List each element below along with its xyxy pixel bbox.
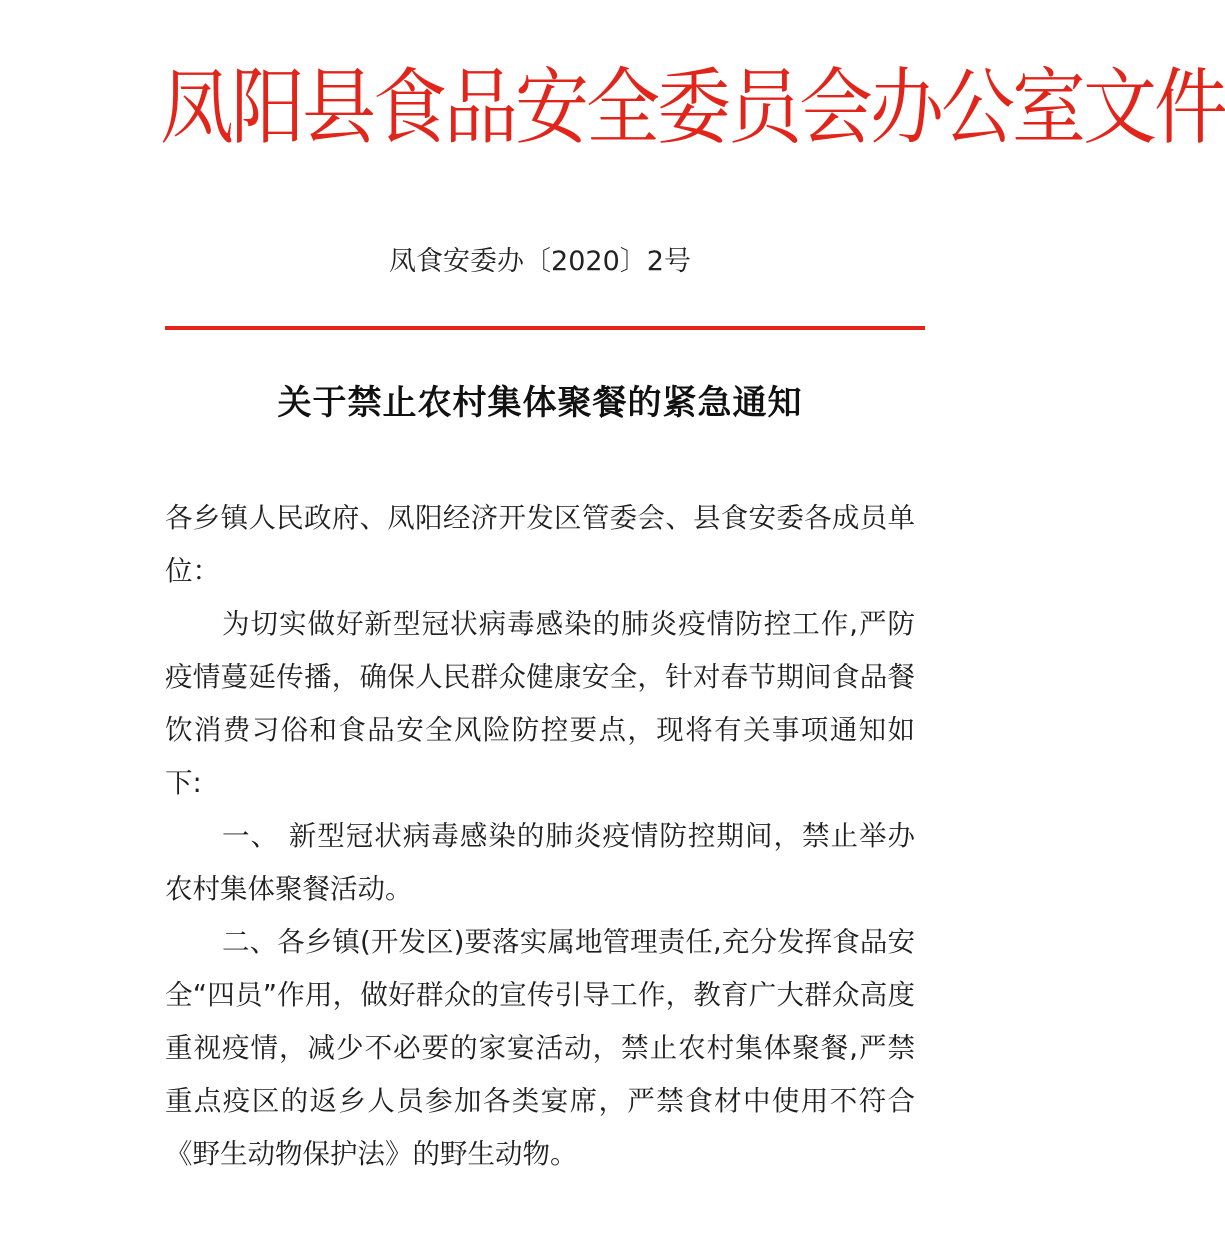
red-divider-line (165, 326, 925, 330)
item-one-paragraph: 一、 新型冠状病毒感染的肺炎疫情防控期间，禁止举办农村集体聚餐活动。 (165, 820, 915, 905)
intro-paragraph: 为切实做好新型冠状病毒感染的肺炎疫情防控工作,严防疫情蔓延传播，确保人民群众健康安全，针对春节期间食品餐饮消费习俗和食品安全风险防控要点，现将有关事项通知如下: (165, 608, 915, 799)
document-number: 凤食安委办〔2020〕2号 (389, 246, 691, 277)
addressee-paragraph: 各乡镇人民政府、凤阳经济开发区管委会、县食安委各成员单位： (165, 502, 915, 587)
notice-body (165, 492, 915, 1181)
notice-title: 关于禁止农村集体聚餐的紧急通知 (277, 383, 803, 423)
issuer-title: 凤阳县食品安全委员会办公室文件 (160, 59, 1225, 157)
item-two-paragraph: 二、各乡镇(开发区)要落实属地管理责任,充分发挥食品安全“四员”作用，做好群众的宣传引导工作，教育广大群众高度重视疫情，减少不必要的家宴活动，禁止农村集体聚餐,严禁重点疫区的返乡人员参加各类宴席，严禁食材中使用不符合《野生动物保护法》的野生动物。 (165, 926, 915, 1170)
